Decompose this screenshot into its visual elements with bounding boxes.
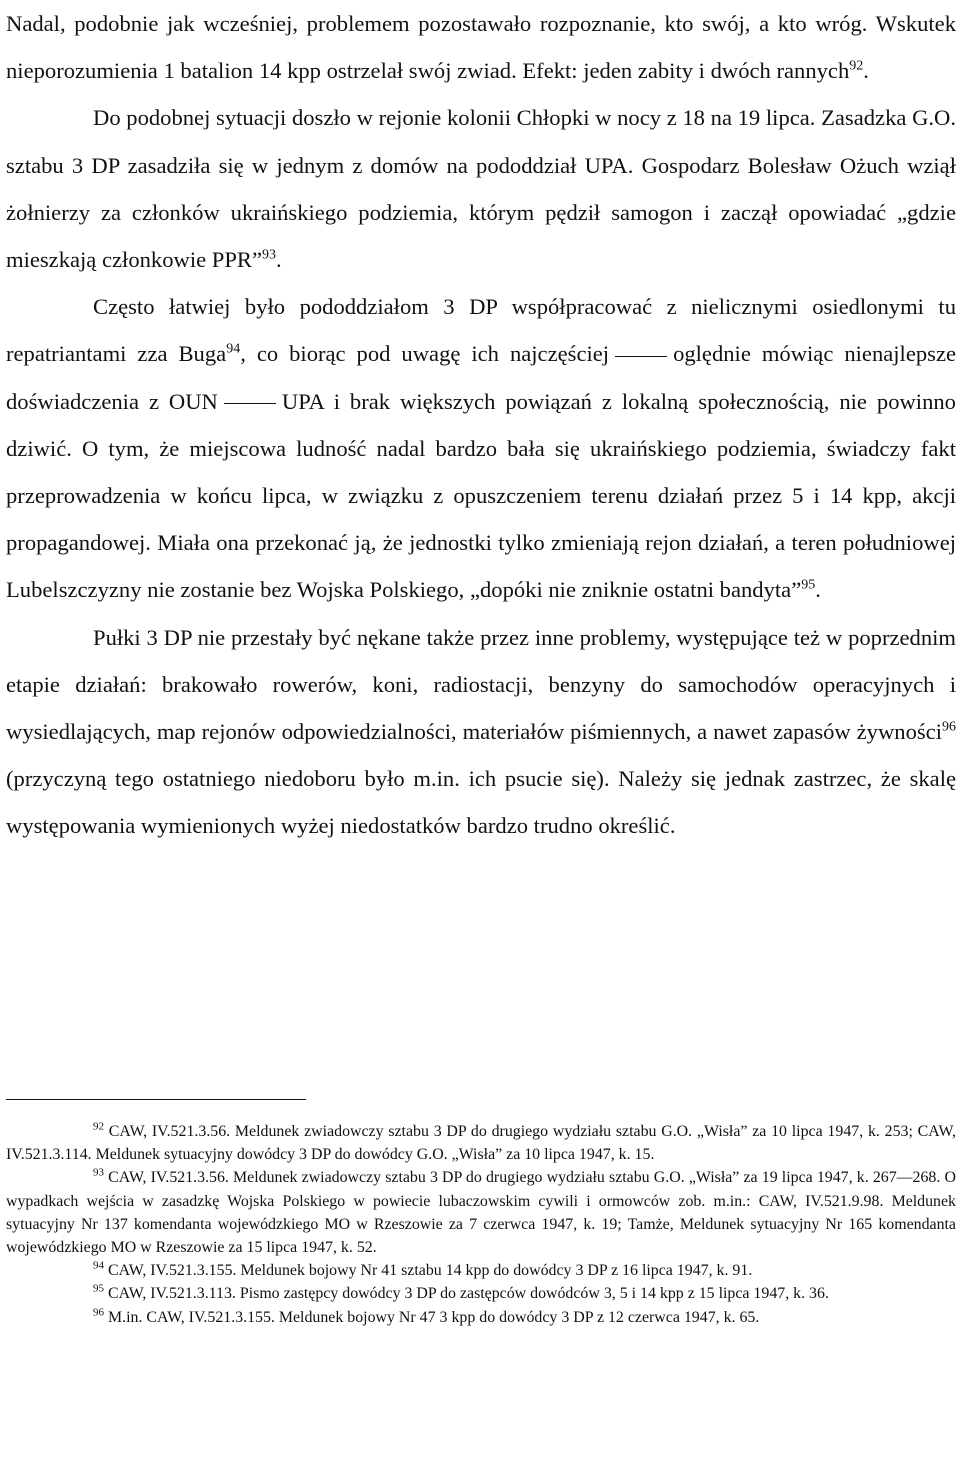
footnote bbox=[6, 1166, 956, 1259]
paragraph bbox=[6, 94, 956, 283]
paragraph bbox=[6, 614, 956, 850]
footnote-reference: 94 bbox=[226, 341, 241, 357]
footnotes bbox=[6, 1120, 956, 1329]
paragraph-text: Często łatwiej było pododdziałom 3 DP współpracować z nielicznymi osiedlonymi tu repatriantami zza Buga bbox=[6, 294, 956, 367]
footnote bbox=[6, 1306, 956, 1329]
paragraph-text: , co biorąc pod uwagę ich najczęściej bbox=[240, 341, 610, 367]
paragraph-text: Pułki 3 DP nie przestały być nękane także przez inne problemy, występujące też w poprzednim etapie działań: brakowało rowerów, koni, radiostacji, benzyny do samochodów operacyjnych i wysiedlających, map rejonów odpowiedzialności, materiałów piśmiennych, a nawet zapasów żywności bbox=[6, 624, 956, 745]
paragraph-text: . bbox=[276, 247, 282, 273]
document-page bbox=[6, 0, 957, 1326]
paragraph-text: oględnie mówiąc nienajlepsze doświadczenia z OUN bbox=[6, 341, 957, 414]
footnote-reference: 92 bbox=[849, 58, 864, 74]
footnote-reference: 93 bbox=[262, 247, 276, 263]
paragraph-text: (przyczyną tego ostatniego niedoboru było m.in. ich psucie się). Należy się jednak zastrzec, że skalę występowania wymienionych wyżej niedostatków bardzo trudno określić. bbox=[6, 766, 956, 839]
paragraph bbox=[6, 283, 956, 613]
footnote-text: CAW, IV.521.3.56. Meldunek zwiadowczy sztabu 3 DP do drugiego wydziału sztabu G.O. „Wisła” za 19 lipca 1947, k. 267—268. O wypadkach wejścia w zasadzkę Wojska Polskiego w powiecie lubaczowskim cywili i ormowców zob. m.in.: CAW, IV.521.9.98. Meldunek sytuacyjny Nr 137 komendanta wojewódzkiego MO w Rzeszowie za 7 czerwca 1947, k. 19; Tamże, Meldunek sytuacyjny Nr 165 komendanta wojewódzkiego MO w Rzeszowie za 15 lipca 1947, k. 52. bbox=[6, 1169, 956, 1257]
paragraph-text: Nadal, podobnie jak wcześniej, problemem pozostawało rozpoznanie, kto swój, a kto wróg. Wskutek nieporozumienia 1 batalion 14 kpp ostrzelał swój zwiad. Efekt: jeden zabity i dwóch rannych bbox=[6, 11, 956, 84]
em-dash-rule bbox=[615, 356, 667, 357]
footnote bbox=[6, 1282, 956, 1305]
paragraph bbox=[6, 0, 956, 94]
footnote-reference: 96 bbox=[942, 719, 956, 735]
footnote-text: CAW, IV.521.3.155. Meldunek bojowy Nr 41 sztabu 14 kpp do dowódcy 3 DP z 16 lipca 1947, k. 91. bbox=[107, 1262, 753, 1280]
footnote-text: CAW, IV.521.3.113. Pismo zastępcy dowódcy 3 DP do zastępców dowódców 3, 5 i 14 kpp z 15 lipca 1947, k. 36. bbox=[107, 1285, 829, 1303]
paragraph-text: Do podobnej sytuacji doszło w rejonie kolonii Chłopki w nocy z 18 na 19 lipca. Zasadzka G.O. sztabu 3 DP zasadziła się w jednym z domów na pododdział UPA. Gospodarz Bolesław Ożuch wziął żołnierzy za członków ukraińskiego podziemia, którym pędził samogon i zaczął opowiadać „gdzie mieszkają członkowie PPR” bbox=[6, 105, 956, 273]
paragraph-text: . bbox=[815, 577, 821, 603]
paragraph-text: . bbox=[863, 58, 869, 84]
footnote bbox=[6, 1259, 956, 1282]
footnote-number: 94 bbox=[93, 1259, 104, 1272]
footnote bbox=[6, 1120, 956, 1166]
footnote-text: CAW, IV.521.3.56. Meldunek zwiadowczy sztabu 3 DP do drugiego wydziału sztabu G.O. „Wisła” za 10 lipca 1947, k. 253; CAW, IV.521.3.114. Meldunek sytuacyjny dowódcy 3 DP do dowódcy G.O. „Wisła” za 10 lipca 1947, k. 15. bbox=[6, 1123, 956, 1164]
footnote-number: 96 bbox=[93, 1306, 104, 1319]
footnote-separator bbox=[6, 1099, 306, 1100]
footnote-text: M.in. CAW, IV.521.3.155. Meldunek bojowy Nr 47 3 kpp do dowódcy 3 DP z 12 czerwca 1947, k. 65. bbox=[107, 1308, 760, 1326]
footnote-reference: 95 bbox=[801, 577, 816, 593]
footnote-number: 92 bbox=[93, 1120, 104, 1133]
footnote-number: 95 bbox=[93, 1283, 104, 1296]
body-text bbox=[6, 0, 956, 850]
footnote-number: 93 bbox=[93, 1167, 104, 1180]
paragraph-text: UPA i brak większych powiązań z lokalną społecznością, nie powinno dziwić. O tym, że miejscowa ludność nadal bardzo bała się ukraińskiego podziemia, świadczy fakt przeprowadzenia w końcu lipca, w związku z opuszczeniem terenu działań przez 5 i 14 kpp, akcji propagandowej. Miała ona przekonać ją, że jednostki tylko zmieniają rejon działań, a teren południowej Lubelszczyzny nie zostanie bez Wojska Polskiego, „dopóki nie zniknie ostatni bandyta” bbox=[6, 388, 956, 603]
em-dash-rule bbox=[224, 403, 276, 404]
